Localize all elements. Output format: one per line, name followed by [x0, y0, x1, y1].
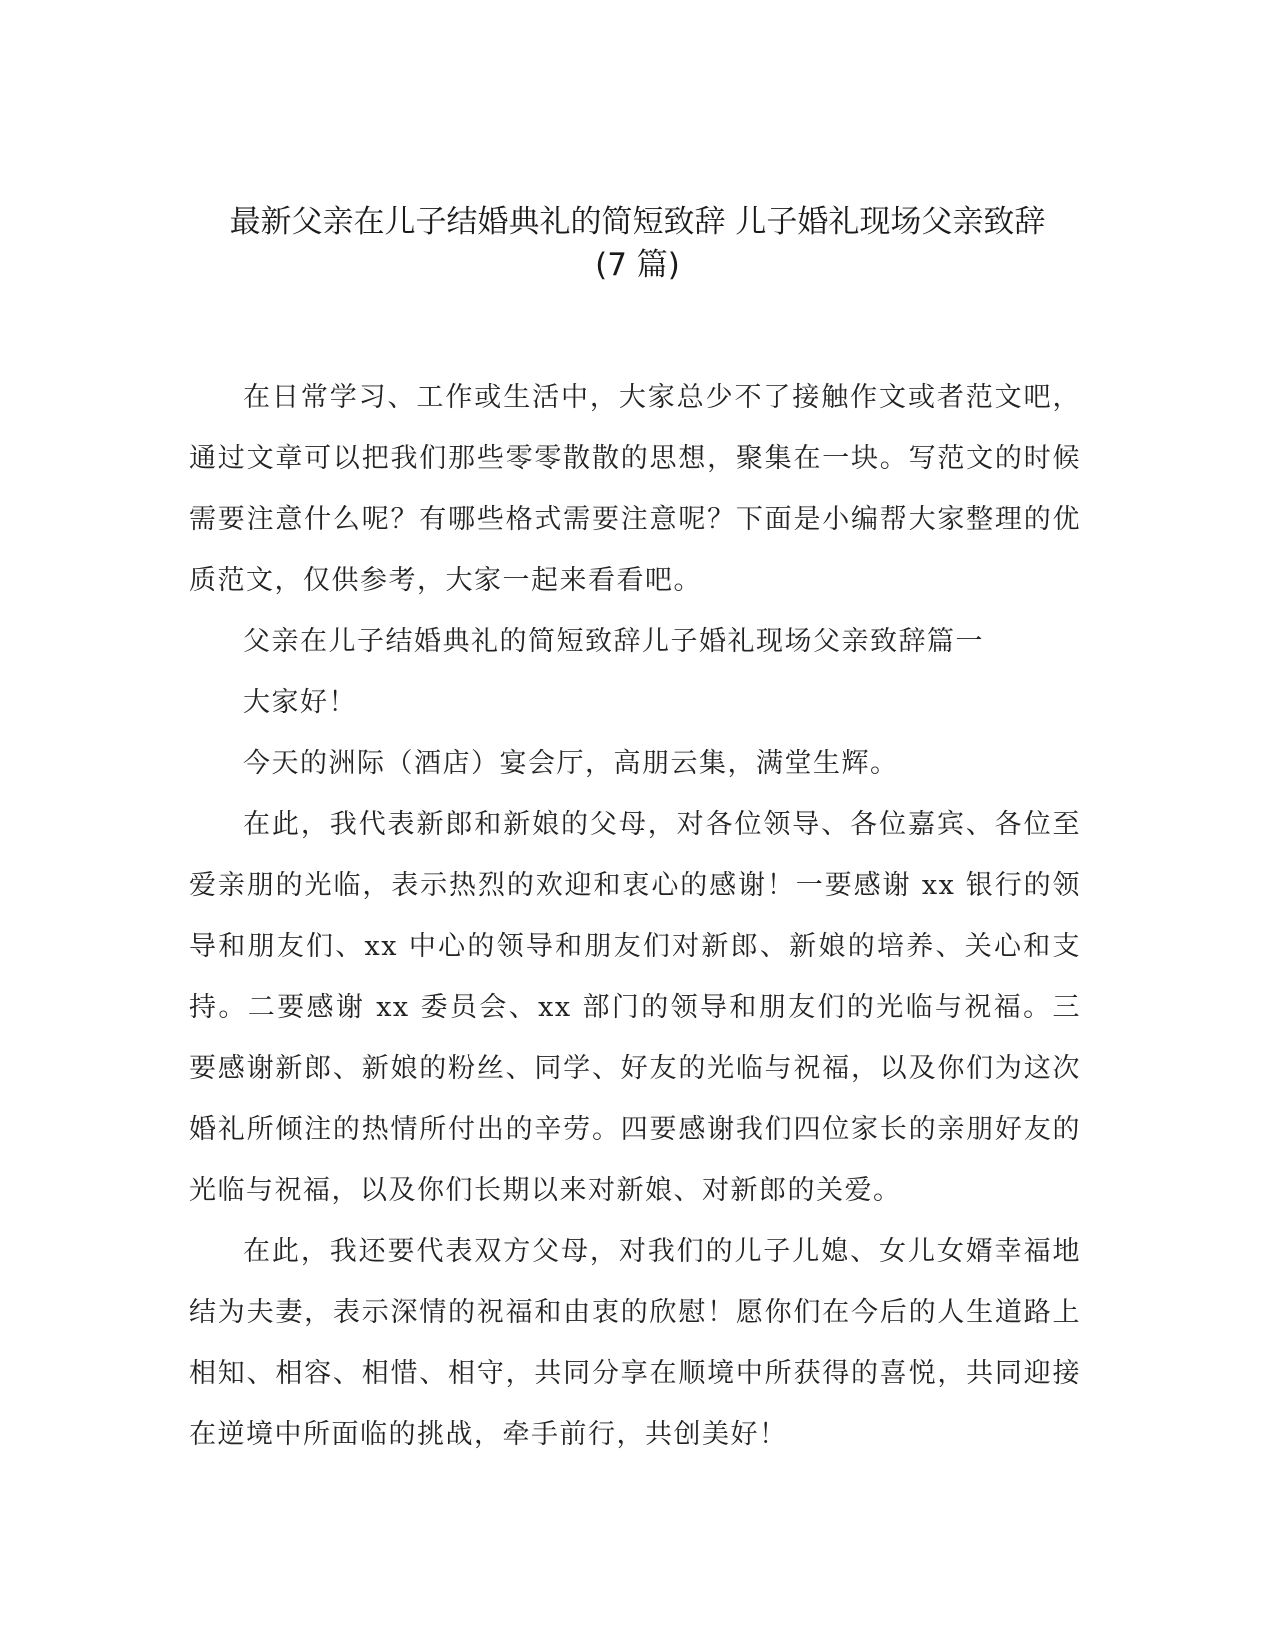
paragraph-section-heading: 父亲在儿子结婚典礼的简短致辞儿子婚礼现场父亲致辞篇一 — [243, 626, 984, 657]
title-line-1: 最新父亲在儿子结婚典礼的简短致辞 儿子婚礼现场父亲致辞 — [229, 204, 1046, 240]
document-body — [189, 367, 1081, 1465]
document-title — [150, 201, 1125, 287]
paragraph-intro: 在日常学习、工作或生活中，大家总少不了接触作文或者范文吧，通过文章可以把我们那些零零散散的思想，聚集在一块。写范文的时候需要注意什么呢？有哪些格式需要注意呢？下面是小编帮大家整理的优质范文，仅供参考，大家一起来看看吧。 — [189, 382, 1081, 596]
title-line-2: (7 篇) — [595, 247, 680, 283]
paragraph-venue: 今天的洲际（酒店）宴会厅，高朋云集，满堂生辉。 — [243, 748, 899, 779]
paragraph-thanks: 在此，我代表新郎和新娘的父母，对各位领导、各位嘉宾、各位至爱亲朋的光临，表示热烈的欢迎和衷心的感谢！一要感谢 xx 银行的领导和朋友们、xx 中心的领导和朋友们对新郎、新娘的培养、关心和支持。二要感谢 xx 委员会、xx 部门的领导和朋友们的光临与祝福。三要感谢新郎、新娘的粉丝、同学、好友的光临与祝福，以及你们为这次婚礼所倾注的热情所付出的辛劳。四要感谢我们四位家长的亲朋好友的光临与祝福，以及你们长期以来对新娘、对新郎的关爱。 — [189, 809, 1081, 1206]
paragraph-greeting: 大家好！ — [243, 687, 357, 718]
paragraph-blessing: 在此，我还要代表双方父母，对我们的儿子儿媳、女儿女婿幸福地结为夫妻，表示深情的祝福和由衷的欣慰！愿你们在今后的人生道路上相知、相容、相惜、相守，共同分享在顺境中所获得的喜悦，共同迎接在逆境中所面临的挑战，牵手前行，共创美好！ — [189, 1236, 1081, 1450]
